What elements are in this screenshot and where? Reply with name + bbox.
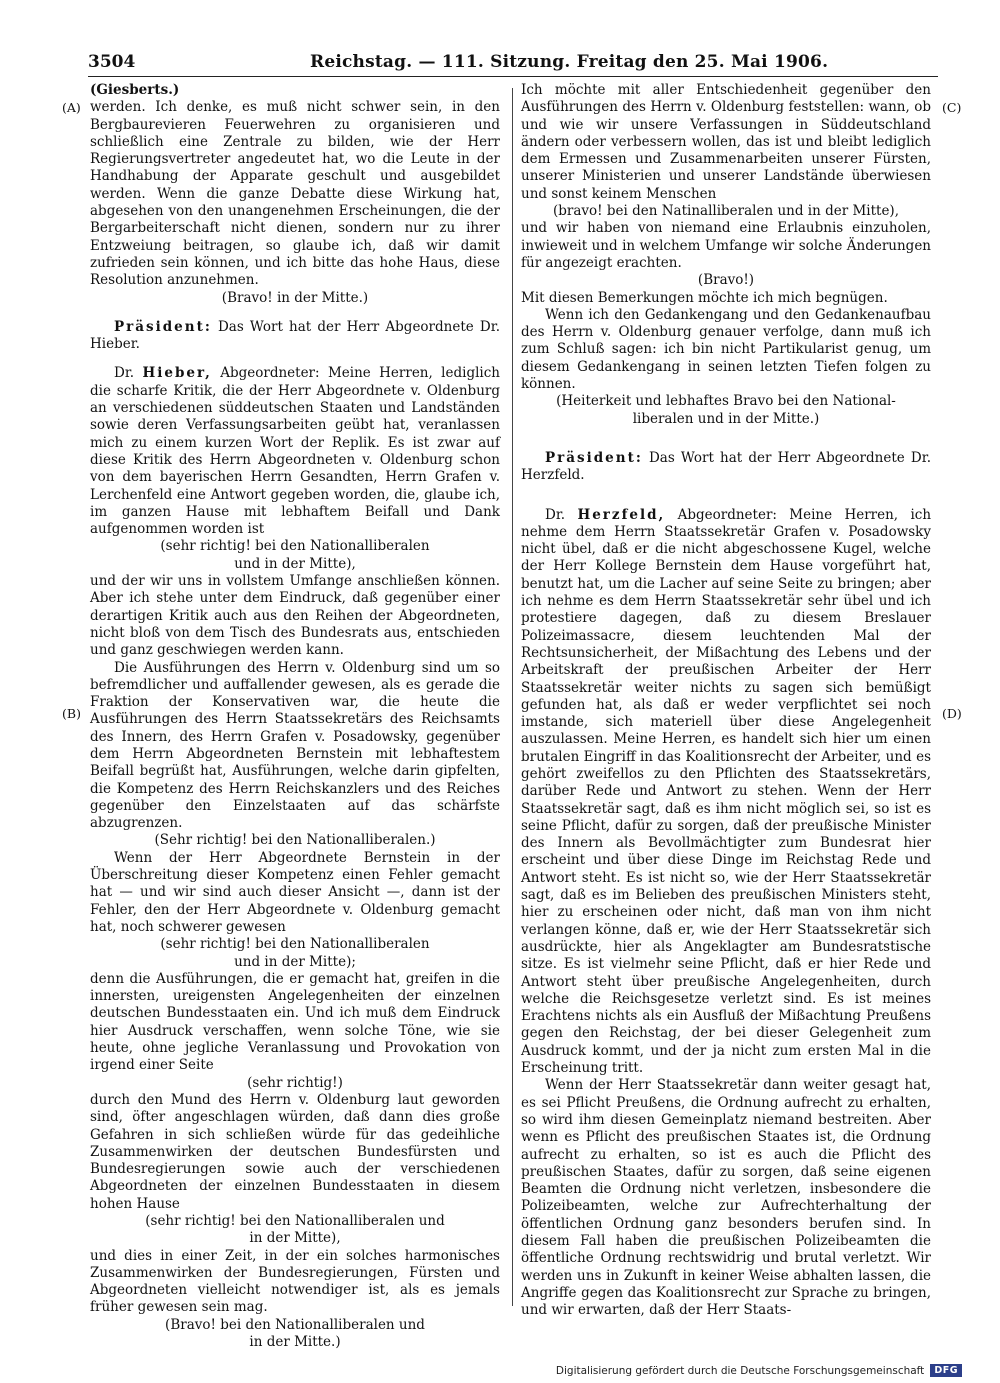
interjection: (sehr richtig! bei den Nationalliberalen und: [145, 1213, 445, 1229]
interjection: (sehr richtig! bei den Nationalliberalen: [160, 538, 430, 555]
right-column: [521, 82, 931, 1319]
paragraph: werden. Ich denke, es muß nicht schwer sein, in den Bergbaurevieren Feuerwehren zu organisieren und schließlich eine Zentrale zu bilden, wie der Herr Regierungsvertreter angedeutet hat, wo die Leute in der Handhabung der Apparate geschult und ausgebildet werden. Wenn die ganze Debatte diese Wirkung hat, abgesehen von den unangenehmen Erscheinungen, die der Bergarbeiterschaft nicht dienen, sondern nur zu ihrer Entzweiung beitragen, so glaube ich, daß wir damit zufrieden sein können, und ich bitte das hohe Haus, diese Resolution anzunehmen.: [90, 99, 500, 289]
paragraph: Wenn ich den Gedankengang und den Gedankenaufbau des Herrn v. Oldenburg genauer verfolge, dann muß ich zum Schluß sagen: ich bin nicht Partikularist genug, um diesem Gedankengang in seinen letzten Tiefen folgen zu können.: [521, 306, 931, 393]
interjection: (sehr richtig! bei den Nationalliberalen: [160, 936, 430, 953]
speaker-name: Herzfeld,: [577, 506, 666, 523]
speaker-prefix: Dr.: [545, 506, 566, 523]
margin-marker-b: (B): [62, 706, 81, 721]
interjection: (Sehr richtig! bei den Nationalliberalen.): [154, 832, 436, 849]
interjection: (Bravo! in der Mitte.): [221, 289, 369, 306]
speaker-name: Hieber,: [142, 365, 212, 382]
paragraph: denn die Ausführungen, die er gemacht hat, greifen in die innersten, ureigensten Angelegenheiten der einzelnen deutschen Bundesstaaten ein. Und ich muß dem Eindruck hier Ausdruck verschaffen, wenn solche Töne, wie sie heute, ohne jegliche Veranlassung und Provokation von irgend einer Seite: [90, 970, 500, 1074]
speaker-prefix: Dr.: [114, 365, 135, 382]
president-text: Das Wort hat der Herr Abgeordnete Dr. Hieber.: [90, 318, 500, 353]
speech-text: Abgeordneter: Meine Herren, ich nehme dem Herrn Staatssekretär Grafen v. Posadowsky nicht übel, daß er die nicht abgeschossene Kugel, welche der Herr Kollege Bernstein dem Hause vorgeführt hat, benutzt hat, um die Lacher auf seine Seite zu bringen; aber ich nehme es dem Herrn Staatssekretär sehr übel und ich protestiere dagegen, daß zu diesem Breslauer Polizeimassacre, diesem leuchtenden Mal der Rechtsunsicherheit, der Mißachtung des Lebens und der Arbeitskraft der preußischen Arbeiter der Herr Staatssekretär weiter nichts zu sagen sich bemüßigt gefunden hat, als daß er weder verpflichtet sei noch imstande, sich materiell über diese Angelegenheit auszulassen. Meine Herren, es handelt sich hier um einen brutalen Eingriff in das Koalitionsrecht der Arbeiter, und es gehört zweifellos zu den Pflichten des Staatssekretärs, darüber Rede und Antwort zu stehen. Wenn der Herr Staatssekretär sagt, daß es ihm nicht möglich sei, so ist es seine Pflicht, dafür zu sorgen, daß der preußische Minister des Innern als Bevollmächtigter zum Bundesrat hier erscheint und über diese Dinge im Reichstag Rede und Antwort steht. Es ist nicht so, wie der Herr Staatssekretär sagt, daß es im Belieben des preußischen Ministers steht, hier zu erscheinen oder nicht, daß man von ihm nicht verlangen könne, daß er, wie der Herr Staatssekretär sich ausdrückte, hier als Angeklagter am Bundesratstische sitze. Es ist vielmehr seine Pflicht, daß er hier Rede und Antwort steht über preußische Angelegenheiten, durch welche die Reichsgesetze verletzt sind. Es ist meines Erachtens nichts als ein Ausfluß der Mißachtung Preußens gegen den Reichstag, der bei dieser Gelegenheit zum Ausdruck kommt, und der ja nicht zum ersten Mal in die Erscheinung tritt.: [521, 506, 932, 1077]
paragraph: und der wir uns in vollstem Umfange anschließen können. Aber ich stehe unter dem Eindruck, daß gegenüber einer derartigen Kritik auch aus den Reihen der Abgeordneten, nicht bloß von dem Tisch des Bundesrats aus, entschieden und ganz geschwiegen werden kann.: [90, 573, 500, 659]
interjection: und in der Mitte),: [234, 555, 356, 572]
interjection: liberalen und in der Mitte.): [632, 410, 820, 427]
president-label: Präsident:: [114, 318, 212, 335]
running-title: Reichstag. — 111. Sitzung. Freitag den 25. Mai 1906.: [310, 52, 829, 72]
column-divider: [512, 88, 513, 1306]
footer-credit: Digitalisierung gefördert durch die Deutsche Forschungsgemeinschaft: [555, 1364, 925, 1377]
president-text: Das Wort hat der Herr Abgeordnete Dr. Herzfeld.: [521, 449, 931, 484]
paragraph: Ich möchte mit aller Entschiedenheit gegenüber den Ausführungen des Herrn v. Oldenburg feststellen: wann, ob und wie wir unsere Verfassungen in Süddeutschland ändern oder verbessern wollen, das ist und bleibt lediglich dem Ermessen und Zusammenarbeiten unserer Fürsten, unserer Ministerien und unserer Landstände überwiesen und sonst keinem Menschen: [521, 82, 931, 202]
speaker-tag: (Giesberts.): [90, 82, 180, 98]
interjection: (sehr richtig!): [247, 1074, 343, 1091]
speech-text: Abgeordneter: Meine Herren, lediglich die scharfe Kritik, die der Herr Abgeordnete v. Oldenburg an verschiedenen süddeutschen Staaten und Landständen sowie deren Verfassungsarbeiten geübt hat, veranlassen mich zu einem kurzen Wort der Replik. Es ist zwar auf diese Kritik des Herrn Abgeordneten v. Oldenburg schon von dem bayerischen Herrn Gesandten, Herrn Grafen v. Lerchenfeld eine Antwort gegeben worden, die, glaube ich, im ganzen Hause mit lebhaftem Beifall und Dank aufgenommen worden ist: [90, 365, 500, 538]
interjection: und in der Mitte);: [234, 953, 356, 970]
president-label: Präsident:: [545, 449, 643, 466]
interjection: (Bravo! bei den Nationalliberalen und: [165, 1316, 425, 1333]
interjection: in der Mitte),: [249, 1230, 341, 1247]
footer: [556, 1364, 962, 1377]
speech-opening: [521, 507, 931, 1078]
paragraph: und wir haben von niemand eine Erlaubnis einzuholen, inwieweit und in welchem Umfange wir solche Änderungen für angezeigt erachten.: [521, 220, 931, 271]
president-paragraph: [521, 450, 931, 485]
paragraph: Wenn der Herr Abgeordnete Bernstein in der Überschreitung dieser Kompetenz einen Fehler gemacht hat — und wir sind auch dieser Ansicht —, dann ist der Fehler, den der Herr Abgeordnete v. Oldenburg gemacht hat, noch schwerer gewesen: [90, 849, 500, 935]
margin-marker-d: (D): [942, 706, 962, 721]
page-header: [88, 52, 938, 78]
header-rule: [88, 76, 938, 77]
interjection: (Bravo!): [697, 272, 755, 289]
interjection: (Heiterkeit und lebhaftes Bravo bei den National-: [556, 393, 896, 410]
president-paragraph: [90, 319, 500, 354]
left-column: [90, 82, 500, 1351]
paragraph: durch den Mund des Herrn v. Oldenburg laut geworden sind, öfter angeschlagen würden, daß dann dies große Gefahren in sich schließen würde für das gedeihliche Zusammenwirken der deutschen Bundesfürsten und Bundesregierungen sowie auch der verschiedenen Abgeordneten der einzelnen Bundesstaaten in diesem hohen Hause: [90, 1091, 500, 1212]
speech-opening: [90, 365, 500, 538]
paragraph: Wenn der Herr Staatssekretär dann weiter gesagt hat, es sei Pflicht Preußens, die Ordnung aufrecht zu erhalten, so wird ihm diesen Gemeinplatz niemand bestreiten. Aber wenn es Pflicht des preußischen Staates ist, die Ordnung aufrecht zu erhalten, so ist es auch die Pflicht des preußischen Staates, dafür zu sorgen, daß seine eigenen Beamten die Ordnung nicht verletzen, insbesondere die Polizeibeamten, welche zur Aufrechterhaltung der öffentlichen Ordnung ganz besonders berufen sind. In diesem Fall haben die preußischen Polizeibeamten die öffentliche Ordnung rechtswidrig und brutal verletzt. Wir werden uns in Zukunft in keiner Weise abhalten lassen, die Angriffe gegen das Koalitionsrecht zur Sprache zu bringen, und wir erwarten, daß der Herr Staats-: [521, 1077, 931, 1319]
interjection: (bravo! bei den Natinalliberalen und in der Mitte),: [552, 203, 899, 220]
margin-marker-c: (C): [942, 100, 962, 115]
interjection: in der Mitte.): [249, 1334, 341, 1351]
paragraph: und dies in einer Zeit, in der ein solches harmonisches Zusammenwirken der Bundesregierungen, Fürsten und Abgeordneten vielleicht notwendiger ist, als es jemals früher gewesen sein mag.: [90, 1247, 500, 1316]
margin-marker-a: (A): [62, 100, 81, 115]
page-number: 3504: [88, 52, 136, 72]
paragraph: Die Ausführungen des Herrn v. Oldenburg sind um so befremdlicher und auffallender gewesen, als es gerade die Fraktion der Konservativen war, die heute die Ausführungen des Herrn Staatssekretärs des Reichsamts des Innern, des Herrn Grafen v. Posadowsky, gegenüber dem Herrn Abgeordneten Bernstein mit lebhaftestem Beifall begrüßt hat, Ausführungen, welche darin gipfelten, die Kompetenz des Herrn Reichskanzlers und des Reiches gegenüber den Einzelstaaten auf das schärfste abzugrenzen.: [90, 659, 500, 832]
dfg-logo: DFG: [930, 1364, 962, 1377]
paragraph: Mit diesen Bemerkungen möchte ich mich begnügen.: [521, 289, 888, 306]
